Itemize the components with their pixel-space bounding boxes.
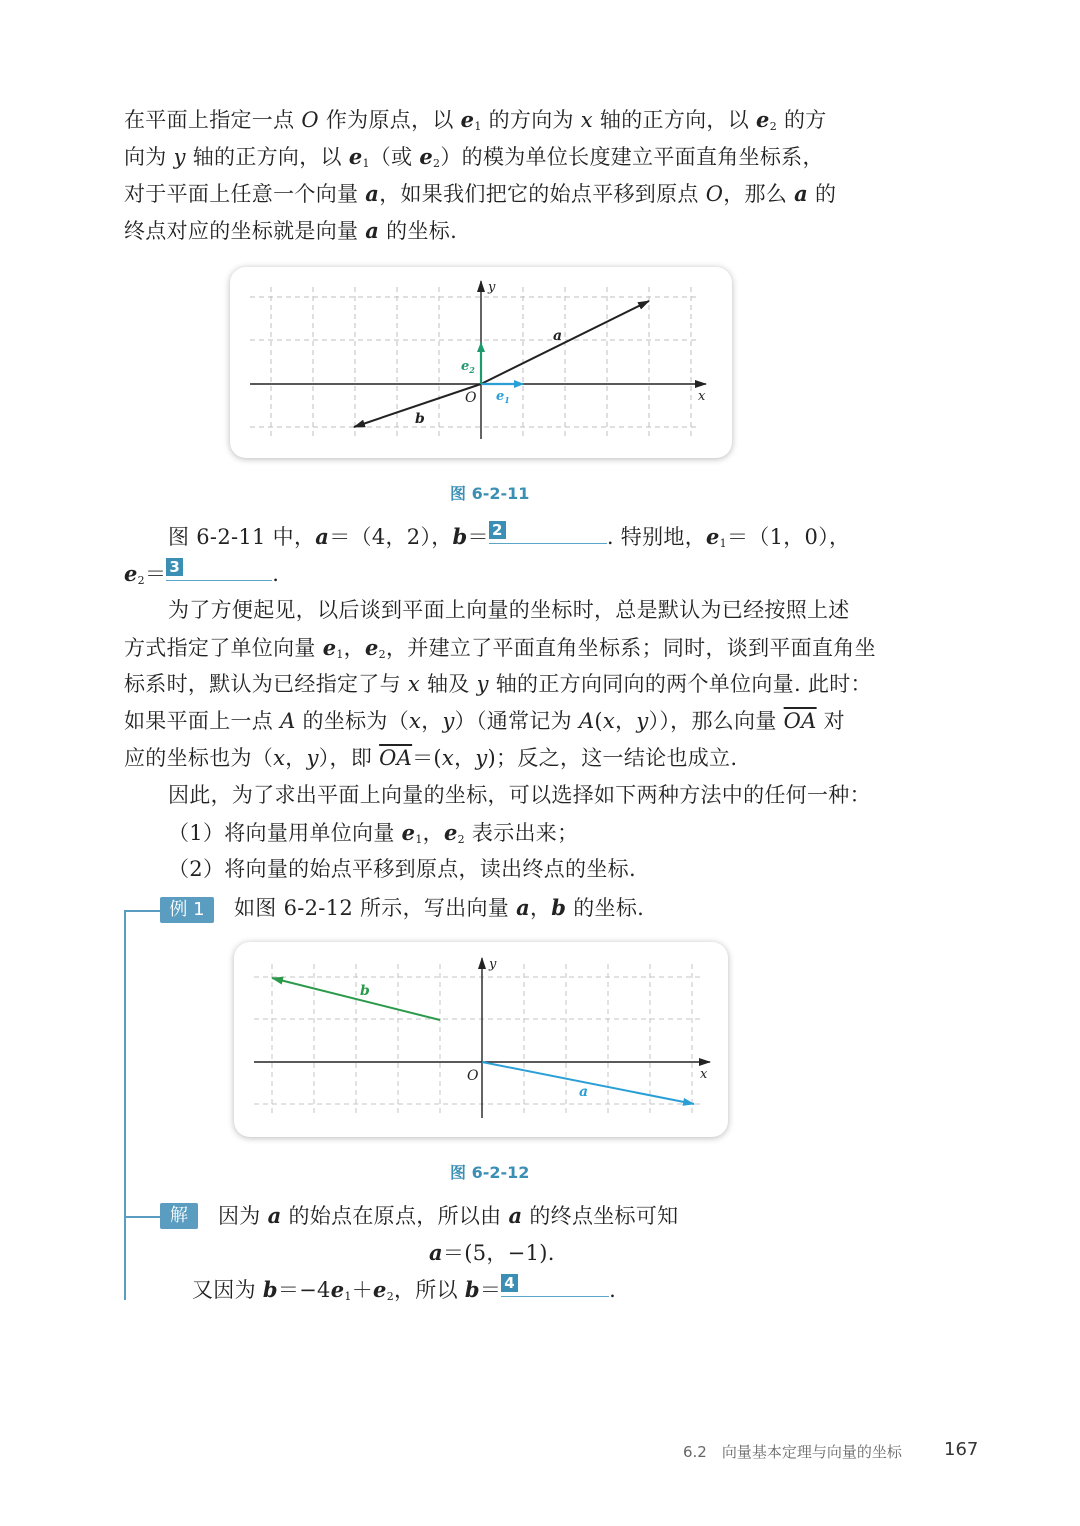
example-bracket-tick — [124, 910, 160, 912]
para4-line3: （2）将向量的始点平移到原点，读出终点的坐标. — [168, 857, 636, 881]
solution-tag: 解 — [160, 1203, 198, 1229]
para1-line3: 对于平面上任意一个向量 a，如果我们把它的始点平移到原点 O，那么 a 的 — [124, 181, 837, 206]
answer-blank-2[interactable]: 2 — [489, 521, 607, 544]
para1-line4: 终点对应的坐标就是向量 a 的坐标. — [124, 218, 458, 243]
solution-line3: 又因为 $b=-4e_1+e_2$，所以 b＝ 4 . — [192, 1274, 617, 1303]
label-e1: $e_1$ — [496, 389, 510, 405]
para2-line2: $e_2=$ 3 . — [124, 558, 280, 587]
example-bracket — [124, 910, 126, 1300]
solution-bracket-tick — [124, 1216, 160, 1218]
label-x: x — [698, 389, 706, 404]
label-e2: $e_2$ — [461, 359, 475, 375]
grid-lines-2 — [254, 964, 704, 1117]
para4-line2: （1）将向量用单位向量 $e_1$，$e_2$ 表示出来； — [168, 820, 579, 846]
figure-6-2-12-plot — [234, 942, 728, 1137]
para3-line4: 如果平面上一点 A 的坐标为（x，y）（通常记为 A(x，y）），那么向量 $\overline{OA}$ 对 — [124, 709, 845, 733]
para3-line3: 标系时，默认为已经指定了与 x 轴及 y 轴的正方向同向的两个单位向量. 此时： — [124, 672, 872, 696]
para3-line2: 方式指定了单位向量 $e_1$，$e_2$，并建立了平面直角坐标系；同时，谈到平面直角坐 — [124, 635, 876, 661]
answer-blank-4[interactable]: 4 — [501, 1274, 609, 1297]
figure-6-2-11 — [230, 267, 732, 458]
para2-line1: 图 6-2-11 中，a＝（4，2），b＝ 2 . 特别地，$e_1=(1$，0）， — [168, 521, 851, 550]
label-b-2: b — [360, 983, 370, 999]
label-origin-2: O — [467, 1068, 479, 1084]
figure-6-2-11-caption: 图 6-2-11 — [450, 484, 530, 503]
label-x-2: x — [700, 1067, 708, 1082]
para4-line1: 因此，为了求出平面上向量的坐标，可以选择如下两种方法中的任何一种： — [168, 783, 871, 807]
example-tag: 例 1 — [160, 897, 214, 923]
label-y: y — [488, 280, 496, 295]
page-number: 167 — [944, 1439, 979, 1460]
footer-section-title: 6.2 向量基本定理与向量的坐标 — [683, 1443, 902, 1461]
label-a-2: a — [579, 1084, 589, 1100]
label-y-2: y — [489, 957, 497, 972]
solution-line2: a＝(5，−1). — [429, 1240, 555, 1265]
figure-6-2-11-plot — [230, 267, 732, 458]
example-text: 如图 6-2-12 所示，写出向量 a，b 的坐标. — [234, 895, 645, 920]
figure-6-2-12-caption: 图 6-2-12 — [450, 1163, 530, 1182]
answer-blank-3[interactable]: 3 — [166, 558, 272, 581]
label-b: b — [415, 411, 425, 427]
para1-line1: 在平面上指定一点 O 作为原点，以 $e_1$ 的方向为 x 轴的正方向，以 $e_2$ 的方 — [124, 107, 827, 133]
label-origin: O — [465, 390, 477, 406]
figure-6-2-12 — [234, 942, 728, 1137]
para1-line2: 向为 y 轴的正方向，以 $e_1$（或 $e_2$）的模为单位长度建立平面直角坐标系， — [124, 144, 824, 170]
solution-line1: 因为 a 的始点在原点，所以由 a 的终点坐标可知 — [218, 1203, 679, 1228]
para3-line1: 为了方便起见，以后谈到平面上向量的坐标时，总是默认为已经按照上述 — [168, 598, 850, 622]
label-a: a — [553, 328, 563, 344]
para3-line5: 应的坐标也为（x，y），即 $\overline{OA}=(x$，y)；反之，这一结论也成立. — [124, 746, 738, 770]
